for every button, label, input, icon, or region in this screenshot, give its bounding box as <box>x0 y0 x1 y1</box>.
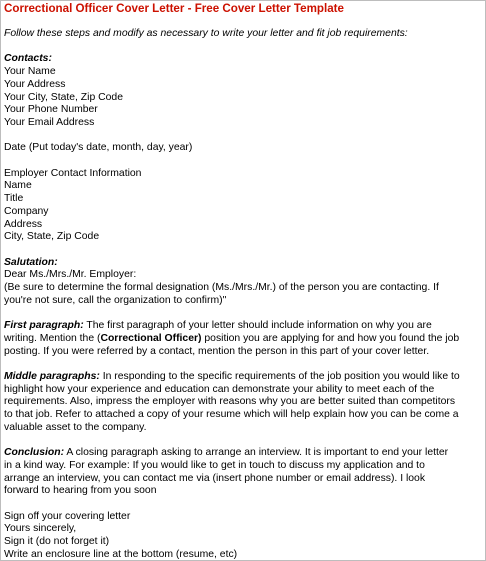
employer-line: Address <box>4 218 43 230</box>
document-title: Correctional Officer Cover Letter - Free Cover Letter Template <box>4 2 344 15</box>
employer-line: Name <box>4 180 32 192</box>
document-body <box>4 2 483 561</box>
contact-line: Your Phone Number <box>4 104 98 116</box>
middle-paragraph-line: valuable asset to the company. <box>4 421 147 433</box>
contact-line: Your Address <box>4 78 66 90</box>
contact-line: Your City, State, Zip Code <box>4 91 123 103</box>
employer-line: Title <box>4 193 24 205</box>
employer-line: Employer Contact Information <box>4 167 142 179</box>
spacer <box>4 307 483 320</box>
conclusion-line: in a kind way. For example: If you would like to get in touch to discuss my application and to <box>4 459 425 471</box>
signoff-line: Sign it (do not forget it) <box>4 536 110 547</box>
middle-paragraphs-section <box>4 371 483 435</box>
middle-paragraph-line: highlight how your experience and education can demonstrate your ability to meet each of the <box>4 383 435 395</box>
first-paragraph-line: posting. If you were referred by a contact, mention the person in this part of your cover letter. <box>4 345 430 357</box>
spacer <box>4 130 483 143</box>
employer-line: Company <box>4 205 49 217</box>
salutation-label: Salutation: <box>4 256 58 268</box>
first-paragraph-text: The first paragraph of your letter should include information on why you are <box>83 320 432 332</box>
intro-instructions: Follow these steps and modify as necessary to write your letter and fit job requirements: <box>4 28 408 39</box>
contacts-section <box>4 53 483 129</box>
middle-paragraph-line: requirements. Also, impress the employer with reasons why you are better suited than competitors <box>4 396 456 408</box>
date-line: Date (Put today's date, month, day, year) <box>4 142 193 154</box>
spacer <box>4 358 483 371</box>
first-paragraph-text: position you are applying for and how you found the job <box>201 332 460 344</box>
middle-paragraph-line: to that job. Refer to attached a copy of your resume which will help explain how you can be come a <box>4 409 459 420</box>
conclusion-line: forward to hearing from you soon <box>4 485 157 497</box>
spacer <box>4 498 483 511</box>
contact-line: Your Email Address <box>4 116 95 128</box>
spacer <box>4 244 483 257</box>
salutation-line: Dear Ms./Mrs./Mr. Employer: <box>4 269 137 281</box>
middle-paragraph-text: In responding to the specific requirements of the job position you would like to <box>99 370 460 382</box>
first-paragraph-line <box>4 320 483 333</box>
signoff-section <box>4 511 483 561</box>
employer-section <box>4 168 483 244</box>
middle-paragraphs-label: Middle paragraphs: <box>4 370 100 382</box>
signoff-line: Write an enclosure line at the bottom (resume, etc) <box>4 548 238 560</box>
spacer <box>4 434 483 447</box>
contact-line: Your Name <box>4 66 56 78</box>
first-paragraph-label: First paragraph: <box>4 320 84 332</box>
conclusion-section <box>4 447 483 498</box>
conclusion-label: Conclusion: <box>4 447 65 459</box>
position-name: Correctional Officer) <box>100 332 202 344</box>
conclusion-text: A closing paragraph asking to arrange an interview. It is important to end your letter <box>64 447 449 459</box>
salutation-line: (Be sure to determine the formal designation (Ms./Mrs./Mr.) of the person you are contacting. If <box>4 282 439 293</box>
first-paragraph-section <box>4 320 483 358</box>
conclusion-line: arrange an interview, you can contact me via (insert phone number or email address). I look <box>4 472 426 484</box>
first-paragraph-text: writing. Mention the ( <box>4 332 101 344</box>
spacer <box>4 41 483 54</box>
spacer <box>4 155 483 168</box>
first-paragraph-line <box>4 333 483 346</box>
middle-paragraph-line <box>4 371 483 384</box>
conclusion-line <box>4 447 483 460</box>
signoff-line: Yours sincerely, <box>4 523 77 535</box>
contacts-label: Contacts: <box>4 53 52 65</box>
signoff-line: Sign off your covering letter <box>4 510 131 522</box>
salutation-section <box>4 257 483 308</box>
employer-line: City, State, Zip Code <box>4 231 100 243</box>
salutation-line: you're not sure, call the organization to confirm)" <box>4 294 227 306</box>
